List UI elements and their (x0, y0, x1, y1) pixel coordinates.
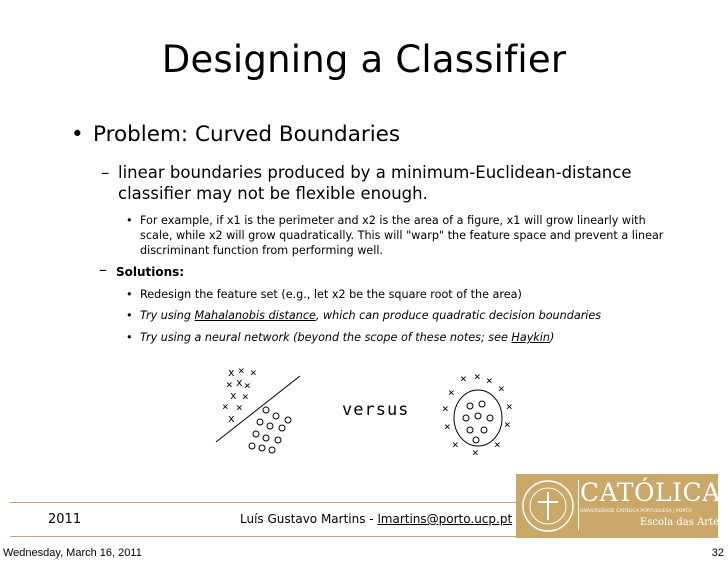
example-line3: discriminant function from performing well. (140, 244, 384, 257)
brand-subtitle: UNIVERSIDADE CATÓLICA PORTUGUESA | PORTO (580, 509, 692, 514)
svg-text:×: × (494, 438, 501, 451)
svg-text:x: x (228, 366, 235, 379)
svg-text:×: × (460, 372, 467, 385)
seal-icon (520, 478, 576, 534)
svg-text:×: × (452, 438, 459, 451)
bullet-dot: • (126, 309, 133, 322)
solutions-label: Solutions: (116, 265, 185, 279)
solution3-pre: Try using a neural network (beyond the scope of these notes; see (140, 331, 512, 344)
svg-text:×: × (238, 364, 245, 377)
bullet-dot: • (126, 331, 133, 344)
author-name: Luís Gustavo Martins - (240, 512, 378, 526)
dash-marker: – (99, 260, 107, 279)
svg-text:x: x (236, 376, 243, 389)
svg-text:×: × (504, 418, 511, 431)
svg-text:x: x (228, 412, 235, 425)
figure-curved-boundary (440, 370, 520, 460)
author-email[interactable]: lmartins@porto.ucp.pt (377, 512, 513, 526)
bullet-dot: • (126, 214, 133, 227)
svg-text:×: × (226, 378, 233, 391)
solution2-pre: Try using (140, 309, 195, 322)
solution3-post: ) (550, 331, 555, 344)
solution1-text: Redesign the feature set (e.g., let x2 be the square root of the area) (140, 288, 522, 301)
slide-title: Designing a Classifier (161, 38, 567, 81)
brand-name: CATÓLICA (580, 478, 721, 507)
svg-text:×: × (498, 382, 505, 395)
status-bar (0, 546, 728, 561)
svg-text:×: × (244, 379, 251, 392)
subpoint-linear-line1: linear boundaries produced by a minimum-Euclidean-distance (118, 163, 632, 182)
bullet-problem-text: Problem: Curved Boundaries (93, 122, 401, 147)
svg-text:×: × (242, 390, 249, 403)
solution2-text (140, 308, 601, 323)
status-date: Wednesday, March 16, 2011 (3, 547, 142, 559)
logo-divider (578, 480, 579, 530)
svg-text:×: × (506, 400, 513, 413)
example-line1: For example, if x1 is the perimeter and x2 is the area of a figure, x1 will grow linearly with (140, 214, 646, 227)
footer-author (240, 512, 512, 526)
subpoint-linear-line2: classifier may not be flexible enough. (118, 184, 428, 203)
example-line2: scale, while x2 will grow quadratically. This will "warp" the feature space and prevent a linear (140, 229, 664, 242)
bullet-problem (71, 122, 400, 147)
svg-text:×: × (486, 374, 493, 387)
page-number: 32 (711, 547, 724, 559)
figure-versus-label: versus (342, 400, 410, 420)
footer-year: 2011 (48, 512, 82, 527)
figure-linear-boundary (208, 362, 318, 457)
brand-school: Escola das Artes (640, 517, 725, 528)
svg-text:×: × (250, 366, 257, 379)
svg-text:x: x (230, 389, 237, 402)
solution2-post: , which can produce quadratic decision boundaries (315, 309, 602, 322)
haykin-link[interactable]: Haykin (511, 331, 550, 344)
solution3-text (140, 330, 554, 345)
svg-text:×: × (472, 446, 479, 459)
svg-text:×: × (448, 386, 455, 399)
bullet-dot: • (126, 288, 133, 301)
svg-text:×: × (222, 400, 229, 413)
bullet-dot: • (71, 122, 84, 147)
svg-text:×: × (444, 420, 451, 433)
dash-marker: – (101, 163, 110, 182)
mahalanobis-link[interactable]: Mahalanobis distance (194, 309, 316, 322)
svg-text:×: × (236, 401, 243, 414)
svg-text:×: × (442, 402, 449, 415)
svg-text:×: × (474, 370, 481, 383)
